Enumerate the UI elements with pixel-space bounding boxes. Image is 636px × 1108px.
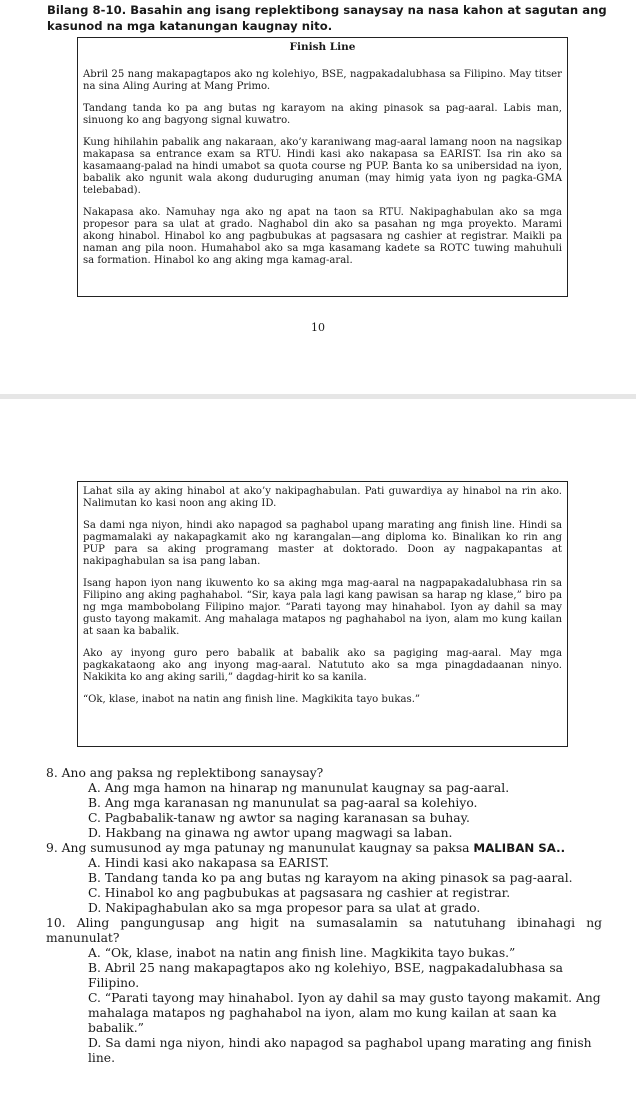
essay-paragraph: Ako ay inyong guro pero babalik at babalik ako sa pagiging mag-aaral. May mga pagkakataong ako ang inyong mag-aaral. Natututo ako sa mga pinagdadaanan ninyo. Nakikita ko ang aking sarili,” dagdag-hirit ko sa kanila. xyxy=(83,648,562,683)
choice-d: D. Sa dami nga niyon, hindi ako napagod sa paghabol upang marating ang finish line. xyxy=(88,1036,592,1065)
essay-paragraph: Tandang tanda ko pa ang butas ng karayom na aking pinasok sa pag-aaral. Labis man, sinuong ko ang bagyong signal kuwatro. xyxy=(83,103,562,126)
question-stem: 9. Ang sumusunod ay mga patunay ng manunulat kaugnay sa paksa MALIBAN SA.. xyxy=(46,841,566,855)
essay-paragraph: Lahat sila ay aking hinabol at ako’y nakipaghabulan. Pati guwardiya ay hinabol na rin ako. Nalimutan ko kasi noon ang aking ID. xyxy=(83,486,562,509)
essay-paragraph: Nakapasa ako. Namuhay nga ako ng apat na taon sa RTU. Nakipaghabulan ako sa mga propesor para sa ulat at grado. Naghabol din ako sa pasahan ng mga proyekto. Marami akong hinabol. Hinabol ko ang pagbubukas at pagsasara ng cashier at registrar. Maikli pa naman ang pila noon. Humahabol ako sa mga kasamang kadete sa ROTC tuwing mahuhuli sa formation. Hinabol ko ang aking mga kamag-aral. xyxy=(83,207,562,266)
page-number: 10 xyxy=(311,321,325,334)
question-10 xyxy=(46,916,602,1066)
choice-a: A. Hindi kasi ako nakapasa sa EARIST. xyxy=(88,856,330,870)
choice-b: B. Abril 25 nang makapagtapos ako ng kolehiyo, BSE, nagpakadalubhasa sa Filipino. xyxy=(88,961,563,990)
choice-c: C. Pagbabalik-tanaw ng awtor sa naging karanasan sa buhay. xyxy=(88,811,470,825)
choice-a: A. “Ok, klase, inabot na natin ang finish line. Magkikita tayo bukas.” xyxy=(88,946,516,960)
essay-box-part-2 xyxy=(77,481,568,747)
choice-a: A. Ang mga hamon na hinarap ng manunulat kaugnay sa pag-aaral. xyxy=(88,781,510,795)
essay-paragraph: Abril 25 nang makapagtapos ako ng kolehiyo, BSE, nagpakadalubhasa sa Filipino. May titser na sina Aling Auring at Mang Primo. xyxy=(83,69,562,92)
essay-box-part-1 xyxy=(77,37,568,297)
questions-section xyxy=(46,766,602,1066)
essay-paragraph: Kung hihilahin pabalik ang nakaraan, ako’y karaniwang mag-aaral lamang noon na nagsikap makapasa sa entrance exam sa RTU. Hindi kasi ako nakapasa sa EARIST. Isa rin ako sa kasamaang-palad na hindi umabot sa quota course ng PUP. Banta ko sa unibersidad na iyon, babalik ako ngunit wala akong duduruging anuman (may himig yata iyon ng pagka-GMA telebabad). xyxy=(83,137,562,196)
choice-d: D. Hakbang na ginawa ng awtor upang magwagi sa laban. xyxy=(88,826,453,840)
essay-paragraph: Isang hapon iyon nang ikuwento ko sa aking mga mag-aaral na nagpapakadalubhasa rin sa Filipino ang aking paghahabol. “Sir, kaya pala lagi kang pawisan sa harap ng klase,” biro pa ng mga mambobolang Filipino major. “Parati tayong may hinahabol. Iyon ay dahil sa may gusto tayong makamit. Ang mahalaga matapos ng paghahabol na iyon, alam mo kung kailan at saan ka babalik. xyxy=(83,578,562,637)
essay-paragraph: “Ok, klase, inabot na natin ang finish line. Magkikita tayo bukas.” xyxy=(83,694,421,705)
page-divider xyxy=(0,394,636,399)
question-8 xyxy=(46,766,602,841)
question-emphasis: MALIBAN SA.. xyxy=(473,841,566,855)
question-stem: 8. Ano ang paksa ng replektibong sanaysay? xyxy=(46,766,324,780)
choice-b: B. Ang mga karanasan ng manunulat sa pag-aaral sa kolehiyo. xyxy=(88,796,478,810)
question-stem: 10. Aling pangungusap ang higit na sumasalamin sa natutuhang ibinahagi ng manunulat? xyxy=(46,916,602,945)
essay-title: Finish Line xyxy=(289,41,356,53)
choice-d: D. Nakipaghabulan ako sa mga propesor para sa ulat at grado. xyxy=(88,901,481,915)
choice-c: C. Hinabol ko ang pagbubukas at pagsasara ng cashier at registrar. xyxy=(88,886,511,900)
question-9 xyxy=(46,841,602,916)
choice-b: B. Tandang tanda ko pa ang butas ng karayom na aking pinasok sa pag-aaral. xyxy=(88,871,573,885)
choice-c: C. “Parati tayong may hinahabol. Iyon ay dahil sa may gusto tayong makamit. Ang mahalaga matapos ng paghahabol na iyon, alam mo kung kailan at saan ka babalik.” xyxy=(88,991,601,1035)
essay-paragraph: Sa dami nga niyon, hindi ako napagod sa paghabol upang marating ang finish line. Hindi sa pagmamalaki ay nakapagkamit ako ng karangalan—ang diploma ko. Binalikan ko rin ang PUP para sa aking programang master at doktorado. Doon ay nagpakapantas at nakipaghabulan sa isa pang laban. xyxy=(83,520,562,567)
instruction-heading: Bilang 8-10. Basahin ang isang replektibong sanaysay na nasa kahon at sagutan ang kasunod na mga katanungan kaugnay nito. xyxy=(47,3,607,33)
